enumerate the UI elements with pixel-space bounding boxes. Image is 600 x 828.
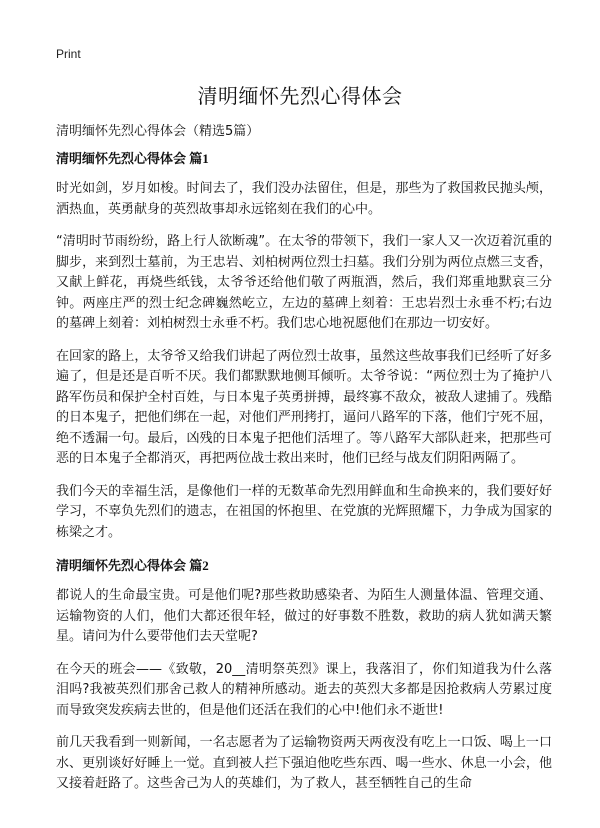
paragraph: 时光如剑，岁月如梭。时间去了，我们没办法留住，但是，那些为了救国救民抛头颅，洒热血，英勇献身的英烈故事却永远铭刻在我们的心中。 — [56, 181, 552, 217]
document-body — [56, 148, 552, 807]
paragraph: 在回家的路上，太爷爷又给我们讲起了两位烈士故事，虽然这些故事我们已经听了好多遍了，但是还是百听不厌。我们都默默地侧耳倾听。太爷爷说：“两位烈士为了掩护八路军伤员和保护全村百姓，与日本鬼子英勇拼搏，最终寡不敌众，被敌人逮捕了。残酷的日本鬼子，把他们绑在一起，对他们严刑拷打，逼问八路军的下落，他们宁死不屈，绝不透漏一句。最后，凶残的日本鬼子把他们活埋了。等八路军大部队赶来，把那些可恶的日本鬼子全都消灭，再把两位战士救出来时，他们已经与战友们阴阳两隔了。 — [56, 348, 552, 466]
document-title: 清明缅怀先烈心得体会 — [197, 84, 403, 108]
paragraph: 都说人的生命最宝贵。可是他们呢?那些救助感染者、为陌生人测量体温、管理交通、运输物资的人们，他们大都还很年轻，做过的好事数不胜数，救助的病人犹如满天繁星。请问为什么要带他们去天堂呢? — [56, 588, 552, 644]
document-subtitle: 清明缅怀先烈心得体会（精选5篇） — [56, 124, 260, 139]
paragraph: 在今天的班会——《致敬，20__清明祭英烈》课上，我落泪了，你们知道我为什么落泪吗?我被英烈们那舍己救人的精神所感动。逝去的英烈大多都是因抢救病人劳累过度而导致突发疾病去世的，但是他们还活在我们的心中!他们永不逝世! — [56, 661, 552, 718]
print-link[interactable]: Print — [56, 47, 81, 61]
section-heading: 清明缅怀先烈心得体会 篇2 — [56, 558, 209, 573]
section-heading: 清明缅怀先烈心得体会 篇1 — [56, 151, 209, 166]
paragraph: 我们今天的幸福生活，是像他们一样的无数革命先烈用鲜血和生命换来的，我们要好好学习，不辜负先烈们的遗志，在祖国的怀抱里、在党旗的光辉照耀下，力争成为国家的栋梁之才。 — [56, 483, 552, 540]
paragraph: 前几天我看到一则新闻，一名志愿者为了运输物资两天两夜没有吃上一口饭、喝上一口水、更别谈好好睡上一觉。直到被人拦下强迫他吃些东西、喝一些水、休息一小会，他又接着赶路了。这些舍己为人的英雄们，为了救人，甚至牺牲自己的生命 — [56, 735, 552, 791]
paragraph: “清明时节雨纷纷，路上行人欲断魂”。在太爷的带领下，我们一家人又一次迈着沉重的脚步，来到烈士墓前，为王忠岩、刘柏树两位烈士扫墓。我们分别为两位点燃三支香，又献上鲜花，再烧些纸钱，太爷爷还给他们敬了两瓶酒，然后，我们郑重地默哀三分钟。两座庄严的烈士纪念碑巍然屹立，左边的墓碑上刻着：王忠岩烈士永垂不朽;右边的墓碑上刻着：刘柏树烈士永垂不朽。我们忠心地祝愿他们在那边一切安好。 — [56, 234, 552, 331]
